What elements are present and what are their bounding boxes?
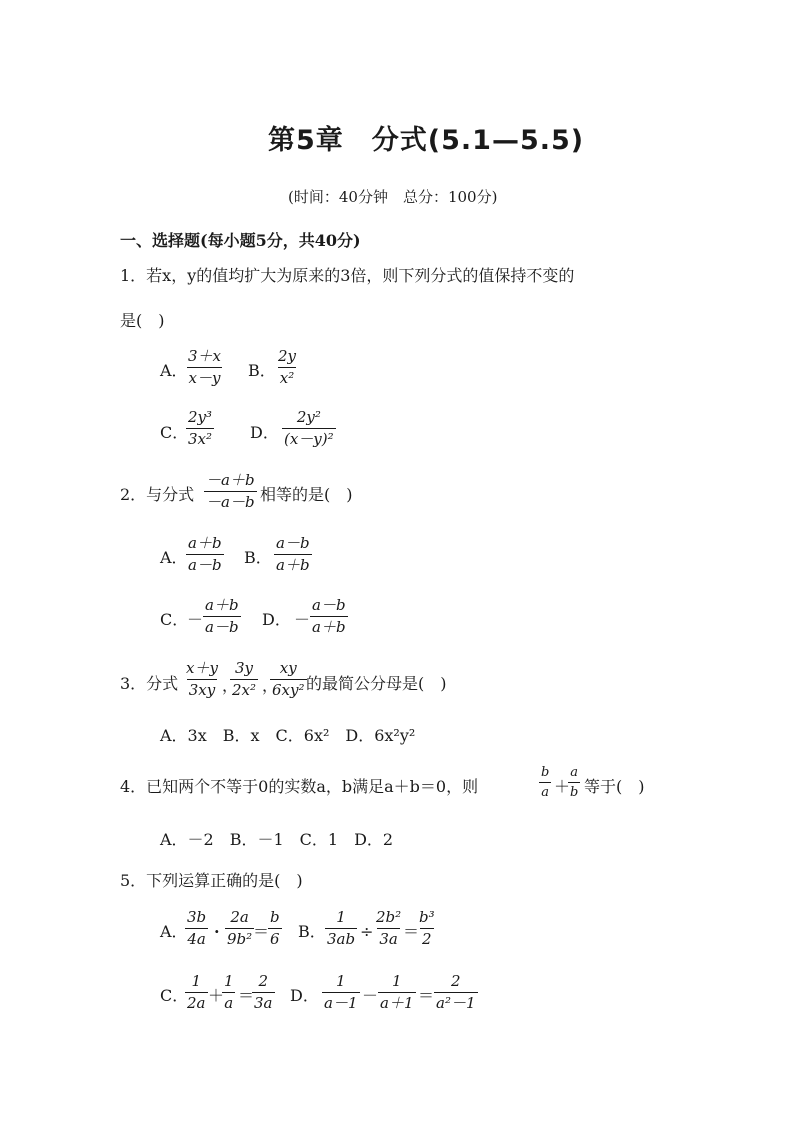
q2-option-c-minus: － (187, 610, 204, 629)
q4-options: A．－2 B．－1 C．1 D．2 (160, 830, 394, 849)
numerator: xy (279, 659, 297, 677)
q5-option-d-fraction-3 (434, 974, 478, 1011)
numerator: 2y (278, 347, 297, 365)
numerator: x＋y (186, 659, 218, 677)
numerator: 1 (224, 972, 234, 990)
q2-stem-prefix: 2．与分式 (120, 485, 195, 504)
denominator: a (539, 782, 551, 799)
q3-separator: ， (222, 676, 239, 695)
q1-option-c-fraction (186, 410, 214, 447)
page-title: 第5章 分式(5.1—5.5) (268, 125, 585, 156)
denominator: 3xy (188, 681, 216, 699)
q2-option-d-fraction (310, 598, 348, 635)
q1-stem-line1: 1．若x，y的值均扩大为原来的3倍，则下列分式的值保持不变的 (120, 266, 575, 285)
q3-fraction-2 (230, 661, 258, 698)
q2-option-a-label: A． (160, 548, 188, 567)
denominator: x² (279, 369, 295, 387)
q5-option-d-operator: － (362, 986, 379, 1005)
q5-option-a-equals: ＝ (253, 922, 270, 941)
numerator: 2a (230, 908, 249, 926)
q5-option-d-label: D． (290, 986, 319, 1005)
numerator: a＋b (205, 596, 239, 614)
numerator: b (541, 765, 550, 780)
numerator: 1 (336, 908, 346, 926)
numerator: 3＋x (188, 347, 222, 365)
q3-options: A．3x B．x C．6x² D．6x²y² (160, 726, 416, 745)
q1-option-d-fraction (282, 410, 336, 447)
denominator: 9b² (227, 930, 253, 948)
numerator: a＋b (188, 534, 222, 552)
q1-stem-line2: 是( ) (120, 311, 165, 330)
q4-stem-prefix: 4．已知两个不等于0的实数a，b满足a＋b＝0，则 (120, 777, 479, 796)
denominator: 2 (422, 930, 432, 948)
denominator: 3x² (188, 430, 213, 448)
q5-option-b-fraction-1 (325, 910, 357, 947)
q5-option-c-fraction-3 (252, 974, 275, 1011)
q5-option-c-fraction-1 (185, 974, 208, 1011)
q2-option-c-fraction (203, 598, 241, 635)
numerator: 3y (235, 659, 254, 677)
q1-option-a-fraction (186, 349, 223, 386)
denominator: a－1 (324, 994, 358, 1012)
q5-option-c-fraction-2 (222, 974, 236, 1011)
denominator: a＋b (312, 618, 346, 636)
denominator: 3ab (327, 930, 356, 948)
denominator: a²－1 (436, 994, 476, 1012)
numerator: b³ (419, 908, 435, 926)
q5-option-d-equals: ＝ (418, 986, 435, 1005)
q4-fraction-2 (568, 766, 580, 799)
section-heading: 一、选择题(每小题5分，共40分) (120, 231, 361, 250)
denominator: (x－y)² (284, 430, 334, 448)
q3-fraction-1 (184, 661, 220, 698)
q5-option-d-fraction-2 (378, 974, 416, 1011)
q2-option-b-fraction (274, 536, 312, 573)
denominator: 2x² (232, 681, 257, 699)
denominator: a＋1 (380, 994, 414, 1012)
numerator: 2 (258, 972, 269, 990)
numerator: 1 (191, 972, 202, 990)
numerator: a－b (312, 596, 346, 614)
numerator: b (270, 908, 280, 926)
denominator: 3a (379, 930, 398, 948)
denominator: 6xy² (272, 681, 305, 699)
numerator: －a＋b (206, 471, 255, 489)
denominator: 4a (187, 930, 206, 948)
q3-stem-suffix: 的最简公分母是( ) (306, 674, 447, 693)
q1-option-b-label: B． (248, 361, 276, 380)
q2-option-b-label: B． (244, 548, 272, 567)
numerator: 2y³ (188, 408, 213, 426)
q2-option-a-fraction (186, 536, 224, 573)
q2-option-c-label: C． (160, 610, 189, 629)
q4-fraction-1 (539, 766, 551, 799)
exam-info: (时间：40分钟 总分：100分) (288, 188, 498, 206)
q2-stem-suffix: 相等的是( ) (260, 485, 353, 504)
denominator: 3a (254, 994, 273, 1012)
q5-option-c-operator: ＋ (208, 986, 225, 1005)
q5-option-c-label: C． (160, 986, 189, 1005)
q4-plus: ＋ (554, 777, 571, 796)
q5-option-b-fraction-3 (417, 910, 437, 947)
q5-option-c-equals: ＝ (238, 986, 255, 1005)
denominator: 6 (270, 930, 280, 948)
q3-stem-prefix: 3．分式 (120, 674, 179, 693)
denominator: a (224, 994, 234, 1012)
q5-option-b-label: B． (298, 922, 326, 941)
denominator: a－b (188, 556, 222, 574)
q4-stem-suffix: 等于( ) (584, 777, 645, 796)
q5-option-b-operator: ÷ (360, 922, 374, 941)
q1-option-b-fraction (276, 349, 298, 386)
denominator: a＋b (276, 556, 310, 574)
q2-option-d-minus: － (294, 610, 311, 629)
q5-option-d-fraction-1 (322, 974, 360, 1011)
denominator: －a－b (206, 493, 255, 511)
numerator: a－b (276, 534, 310, 552)
numerator: 1 (335, 972, 346, 990)
q5-option-a-label: A． (160, 922, 188, 941)
numerator: a (570, 765, 579, 780)
q5-option-a-operator: · (214, 922, 220, 941)
q2-option-d-label: D． (262, 610, 291, 629)
q1-option-d-label: D． (250, 423, 279, 442)
denominator: a－b (205, 618, 239, 636)
q5-option-a-fraction-3 (268, 910, 282, 947)
numerator: 2b² (376, 908, 402, 926)
q5-stem: 5．下列运算正确的是( ) (120, 871, 303, 890)
q1-option-a-label: A． (160, 361, 188, 380)
q5-option-b-equals: ＝ (403, 922, 420, 941)
numerator: 1 (391, 972, 402, 990)
q5-option-a-fraction-1 (185, 910, 208, 947)
q5-option-b-fraction-2 (374, 910, 403, 947)
denominator: x－y (188, 369, 221, 387)
denominator: 2a (187, 994, 206, 1012)
q3-separator: ， (262, 676, 279, 695)
q3-fraction-3 (270, 661, 307, 698)
numerator: 2y² (296, 408, 321, 426)
q1-option-c-label: C． (160, 423, 189, 442)
numerator: 2 (450, 972, 461, 990)
q5-option-a-fraction-2 (225, 910, 254, 947)
numerator: 3b (187, 908, 207, 926)
denominator: b (568, 782, 580, 799)
q2-expression-fraction (204, 473, 257, 510)
